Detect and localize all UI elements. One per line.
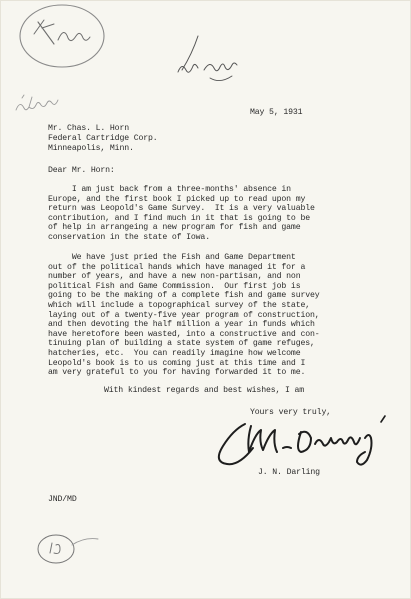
bottom-circled-note bbox=[30, 525, 110, 575]
body-line: going to be the making of a complete fish and game survey bbox=[48, 291, 320, 301]
body-line: I am just back from a three-months' absence in bbox=[48, 185, 291, 194]
body-line: which will include a topographical survey of the state, bbox=[48, 300, 310, 310]
body-line: out of the political hands which have managed it for a bbox=[48, 262, 306, 272]
body-line: political Fish and Game Commission. Our first job is bbox=[48, 281, 301, 291]
body-line: hatcheries, etc. You can readily imagine how welcome bbox=[48, 348, 301, 358]
margin-pencil-note bbox=[12, 90, 72, 120]
closing-line: With kindest regards and best wishes, I am bbox=[104, 386, 305, 395]
salutation: Dear Mr. Horn: bbox=[48, 166, 115, 175]
body-line: Europe, and the first book I picked up to read upon my bbox=[48, 194, 306, 204]
body-line: have heretofore been wasted, into a constructive and con- bbox=[48, 329, 320, 339]
body-line: am very grateful to you for having forwarded it to me. bbox=[48, 368, 306, 378]
body-line: and then devoting the half million a year in funds which bbox=[48, 320, 315, 330]
handwritten-signature bbox=[205, 410, 395, 475]
body-line: Leopold's book is to us coming just at this time and I bbox=[48, 358, 306, 368]
body-line: contribution, and I find much in it that is going to be bbox=[48, 213, 310, 223]
body-line: return was Leopold's Game Survey. It is a very valuable bbox=[48, 204, 315, 214]
body-paragraph-2 bbox=[48, 253, 388, 378]
body-line: laying out of a twenty-five year program of construction, bbox=[48, 310, 320, 320]
body-paragraph-1 bbox=[48, 185, 388, 243]
address-line: Minneapolis, Minn. bbox=[48, 144, 134, 153]
letter-date: May 5, 1931 bbox=[250, 108, 303, 117]
body-line: of help in arrangeing a new program for fish and game bbox=[48, 223, 301, 233]
body-line: conservation in the state of Iowa. bbox=[48, 232, 210, 242]
signer-name: J. N. Darling bbox=[258, 468, 320, 477]
complimentary-close: Yours very truly, bbox=[250, 408, 331, 417]
body-line: number of years, and have a new non-partisan, and non bbox=[48, 272, 301, 282]
body-line: tinuing plan of building a state system of game refuges, bbox=[48, 339, 315, 349]
top-handwritten-initials bbox=[170, 30, 250, 85]
body-line: We have just pried the Fish and Game Department bbox=[48, 253, 296, 262]
circled-handwritten-note bbox=[14, 2, 114, 72]
reference-initials: JND/MD bbox=[48, 495, 77, 504]
address-line: Mr. Chas. L. Horn bbox=[48, 124, 129, 133]
address-line: Federal Cartridge Corp. bbox=[48, 134, 158, 143]
